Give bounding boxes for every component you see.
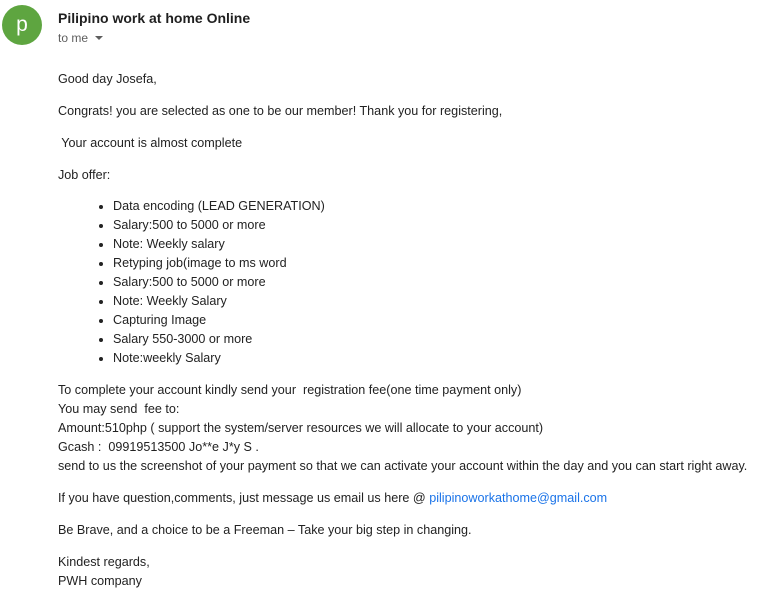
- recipient-dropdown[interactable]: [58, 31, 103, 45]
- question-line: [58, 489, 771, 508]
- payment-line: To complete your account kindly send your registration fee(one time payment only): [58, 383, 522, 397]
- list-item: • Salary:500 to 5000 or more: [113, 273, 771, 292]
- list-item: • Salary 550-3000 or more: [113, 330, 771, 349]
- signature: PWH company: [58, 574, 142, 588]
- list-item: • Salary:500 to 5000 or more: [113, 216, 771, 235]
- payment-block: [58, 381, 771, 476]
- list-item: • Data encoding (LEAD GENERATION): [113, 197, 771, 216]
- question-text: If you have question,comments, just message us email us here @: [58, 491, 430, 505]
- brave-line: Be Brave, and a choice to be a Freeman – Take your big step in changing.: [58, 523, 472, 537]
- account-status-line: Your account is almost complete: [58, 136, 243, 150]
- closing-line: Kindest regards,: [58, 555, 150, 569]
- list-item: • Note: Weekly Salary: [113, 292, 771, 311]
- job-offer-heading: Job offer:: [58, 168, 111, 182]
- email-link[interactable]: pilipinoworkathome@gmail.com: [429, 491, 608, 505]
- job-list: [58, 197, 771, 368]
- list-item: • Retyping job(image to ms word: [113, 254, 771, 273]
- payment-line: Amount:510php ( support the system/server resources we will allocate to your account): [58, 421, 544, 435]
- list-item: • Capturing Image: [113, 311, 771, 330]
- sender-name[interactable]: Pilipino work at home Online: [58, 10, 251, 26]
- congrats-line: Congrats! you are selected as one to be our member! Thank you for registering,: [58, 104, 503, 118]
- list-item: • Note: Weekly salary: [113, 235, 771, 254]
- payment-line: You may send fee to:: [58, 402, 180, 416]
- email-body: [58, 70, 771, 591]
- payment-line: Gcash : 09919513500 Jo**e J*y S .: [58, 440, 259, 454]
- list-item: • Note:weekly Salary: [113, 349, 771, 368]
- greeting: Good day Josefa,: [58, 72, 157, 86]
- avatar[interactable]: p: [2, 5, 42, 45]
- payment-line: send to us the screenshot of your payment so that we can activate your account within the day and you can start right away.: [58, 459, 748, 473]
- chevron-down-icon: [95, 36, 103, 40]
- recipient-label: to me: [58, 31, 89, 45]
